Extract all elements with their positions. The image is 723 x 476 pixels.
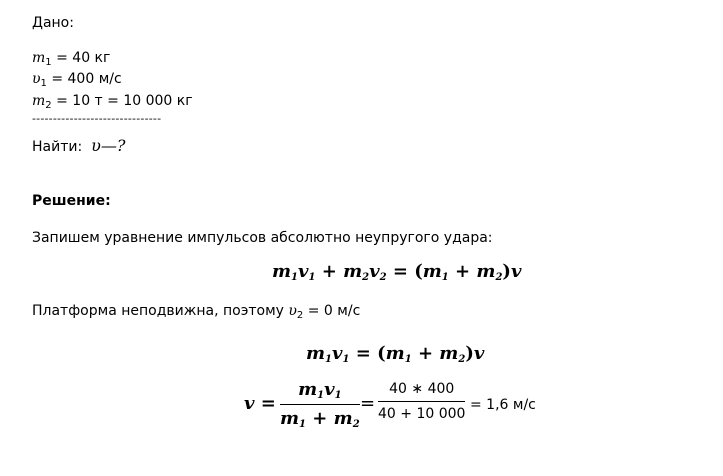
given-mass-2: $m_2 = 10$ т = 10 000 кг <box>32 93 193 111</box>
find-label: Найти: <box>32 139 83 155</box>
platform-text: Платформа неподвижна, поэтому $\upsilon_2 = 0$ м/с <box>32 303 361 321</box>
solution-intro: Запишем уравнение импульсов абсолютно неупругого удара: <box>32 230 493 246</box>
find-line <box>32 138 125 154</box>
separator-line: ------------------------------- <box>32 112 162 125</box>
given-mass-1: $m_1 = 40$ кг <box>32 50 111 68</box>
find-value: υ—? <box>91 136 126 155</box>
velocity-symbol: v = <box>244 393 276 414</box>
simplified-equation: $m_1v_1 = (m_1 + m_2)v$ <box>306 343 485 365</box>
fraction-numerator: 40 ∗ 400 <box>389 381 455 397</box>
final-result: = 1,6 м/с <box>470 397 536 413</box>
solution-heading: Решение: <box>32 193 111 209</box>
given-velocity-1: $\upsilon_1 = 400$ м/с <box>32 71 122 89</box>
fraction-denominator: 40 + 10 000 <box>378 406 466 422</box>
equals-sign: = <box>360 393 376 414</box>
fraction-numeric <box>378 382 465 421</box>
momentum-equation: $m_1v_1 + m_2v_2 = (m_1 + m_2)v$ <box>272 261 522 283</box>
fraction-symbolic: $m_1v_1$ $m_1 + m_2$ <box>280 379 360 430</box>
given-heading: Дано: <box>32 15 74 31</box>
